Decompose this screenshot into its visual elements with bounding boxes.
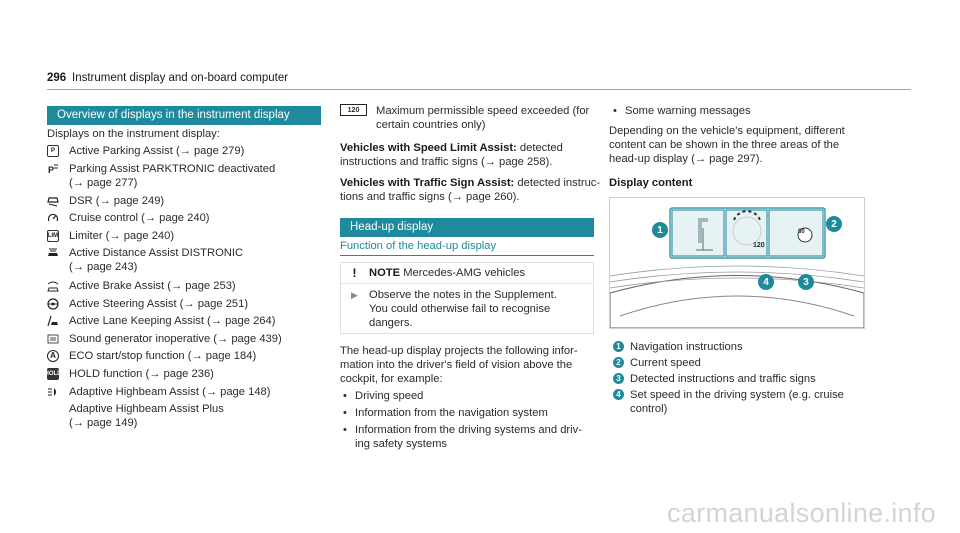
lane-keeping-icon — [47, 315, 59, 327]
list-item: Active Distance Assist DISTRONIC (→ page 243) — [47, 246, 317, 274]
sound-generator-icon — [47, 333, 59, 345]
callout-1: 1 — [652, 222, 668, 238]
bullet-item: • Driving speed — [343, 390, 424, 402]
speed-sign-label: 80 — [798, 229, 805, 235]
callout-3: 3 — [798, 274, 814, 290]
hud-section-bar: Head-up display — [340, 218, 594, 237]
note-header: ! NOTE Mercedes-AMG vehicles — [341, 263, 593, 284]
list-item: Cruise control (→ page 240) — [47, 211, 317, 225]
arrow-icon: ▶ — [351, 290, 358, 300]
speed-limit-paragraph: Vehicles with Speed Limit Assist: detected instructions and traffic signs (→ page 258). — [340, 142, 563, 168]
warning-icon: ! — [352, 266, 357, 280]
steering-assist-icon — [47, 298, 59, 310]
traffic-sign-paragraph: Vehicles with Traffic Sign Assist: detected instruc- tions and traffic signs (→ page 260). — [340, 177, 601, 203]
legend-item: 2 Current speed — [613, 356, 893, 370]
callout-4: 4 — [758, 274, 774, 290]
page-number: 296 — [47, 72, 67, 84]
svg-text:P: P — [48, 165, 55, 175]
watermark: carmanualsonline.info — [667, 498, 936, 528]
list-item: HOLD HOLD function (→ page 236) — [44, 368, 214, 380]
list-item: Active Lane Keeping Assist (→ page 264) — [47, 314, 317, 328]
callout-2: 2 — [826, 216, 842, 232]
parktronic-off-icon — [47, 163, 59, 175]
cruise-control-icon — [47, 212, 59, 224]
hud-illustration-svg — [610, 198, 864, 328]
list-item: P Parking Assist PARKTRONIC deactivated (→ page 277) — [48, 163, 276, 189]
limiter-icon: LIM — [47, 230, 59, 242]
equipment-paragraph: Depending on the vehicle's equipment, different content can be shown in the three areas of the head-up display (→ page 297). — [609, 125, 845, 165]
header-divider — [47, 89, 911, 90]
list-item: Sound generator inoperative (→ page 439) — [47, 332, 317, 346]
list-item: A ECO start/stop function (→ page 184) — [47, 349, 317, 363]
list-item: DSR (→ page 249) — [47, 194, 317, 208]
hold-icon: HOLD — [47, 368, 59, 380]
bullet-item: • Information from the driving systems and driv- ing safety systems — [343, 424, 582, 450]
hud-paragraph: The head-up display projects the following infor- mation into the driver's field of vision above the cockpit, for example: — [340, 345, 578, 385]
section-title-bar: Overview of displays in the instrument display — [47, 106, 321, 125]
dsr-icon — [47, 195, 59, 207]
speed-exceeded-item: 120 Maximum permissible speed exceeded (for certain countries only) — [340, 104, 600, 132]
highbeam-assist-icon — [47, 386, 59, 398]
hud-subtitle: Function of the head-up display — [340, 240, 497, 252]
intro-text: Displays on the instrument display: — [47, 128, 220, 140]
eco-start-stop-icon: A — [47, 350, 59, 362]
list-item: LIM Limiter (→ page 240) — [47, 230, 175, 242]
display-content-title: Display content — [609, 177, 693, 189]
page-header-title: Instrument display and on-board computer — [72, 72, 289, 84]
list-item: Active Steering Assist (→ page 251) — [47, 297, 317, 311]
speed-120-icon: 120 — [340, 104, 367, 116]
bullet-item: • Information from the navigation system — [343, 407, 548, 419]
legend-item: 4 Set speed in the driving system (e.g. cruise control) — [613, 388, 893, 416]
list-item: Adaptive Highbeam Assist (→ page 148) Adaptive Highbeam Assist Plus (→ page 149) — [47, 385, 317, 427]
legend-item: 3 Detected instructions and traffic signs — [613, 372, 893, 386]
hud-illustration — [609, 197, 865, 329]
list-item: Active Brake Assist (→ page 253) — [47, 279, 317, 293]
parking-assist-icon: P — [47, 145, 59, 157]
brake-assist-icon — [47, 280, 59, 292]
distronic-icon — [47, 247, 59, 259]
bullet-item: • Some warning messages — [613, 105, 751, 117]
legend-item: 1 Navigation instructions — [613, 340, 893, 354]
set-speed-label: 120 — [753, 242, 765, 249]
subtitle-underline — [340, 255, 594, 256]
list-item: P Active Parking Assist (→ page 279) — [47, 144, 317, 158]
note-box: ! NOTE Mercedes-AMG vehicles ▶ Observe the notes in the Supplement. You could otherwise fail to recognise dangers. — [340, 262, 594, 334]
